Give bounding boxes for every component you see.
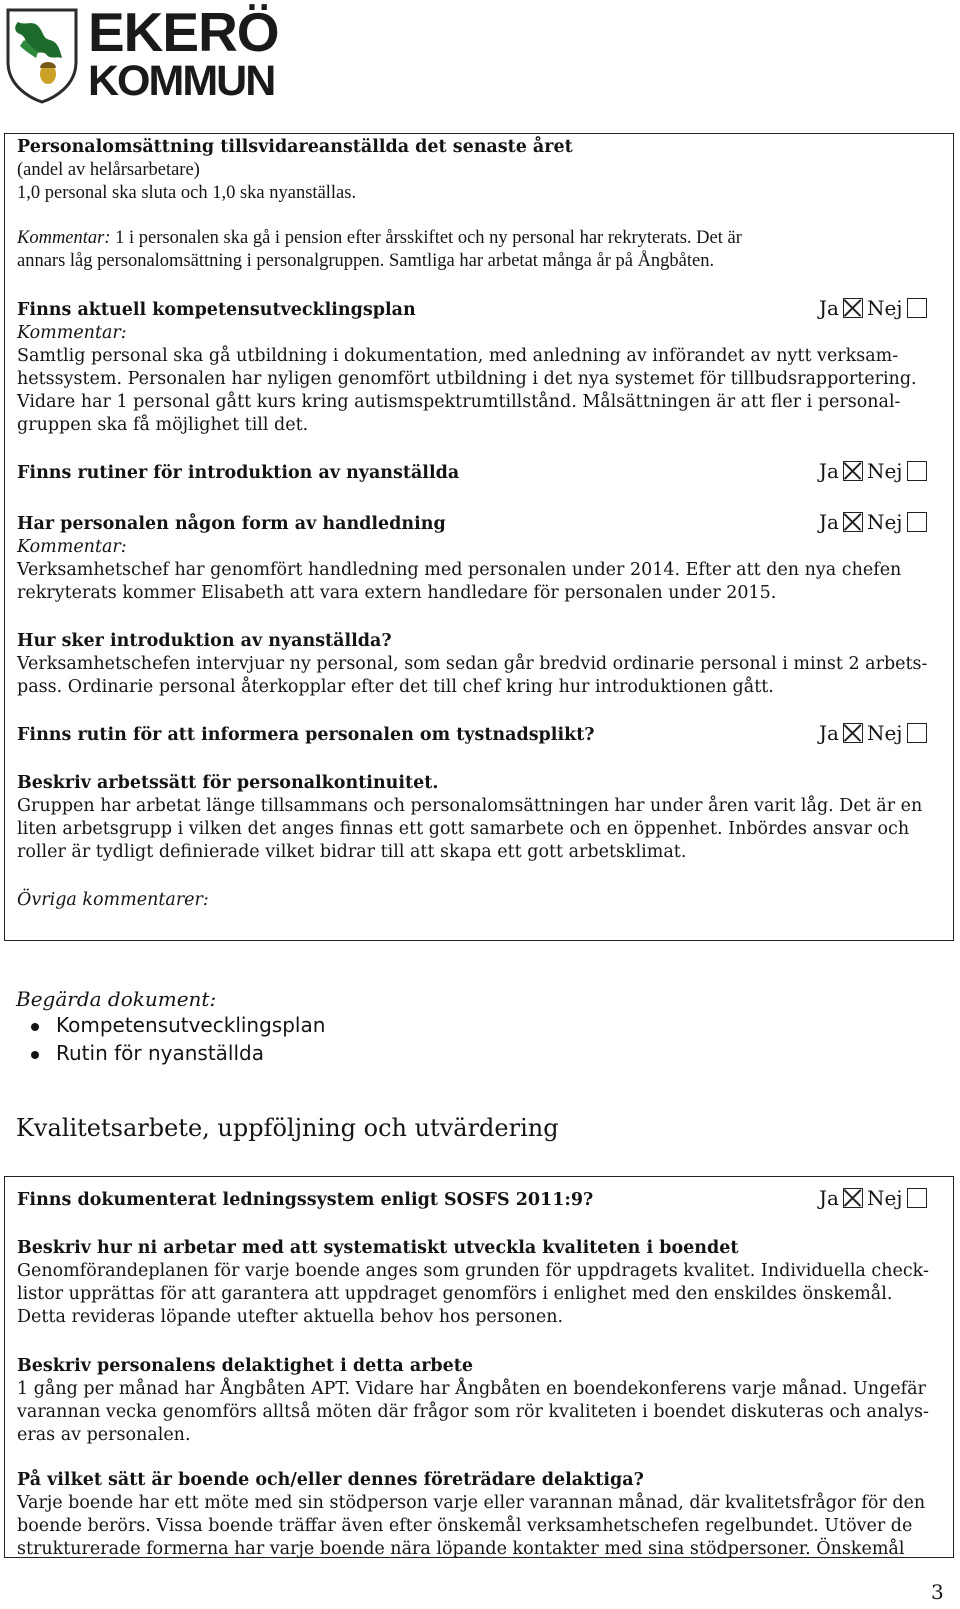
nej-label: Nej: [866, 510, 903, 534]
nej-checkbox[interactable]: [907, 723, 927, 743]
ja-label: Ja: [819, 459, 839, 483]
handledning-comment-label: Kommentar:: [17, 537, 127, 557]
ovriga-kommentarer-label: Övriga kommentarer:: [17, 890, 209, 910]
ja-label: Ja: [819, 510, 839, 534]
nej-label: Nej: [866, 1186, 903, 1210]
question-kompetens: Finns aktuell kompetensutvecklingsplan: [17, 300, 416, 320]
question-boende: På vilket sätt är boende och/eller dennes företrädare delaktiga?: [17, 1470, 644, 1490]
boende-answer-line: Varje boende har ett möte med sin stödperson varje eller varannan månad, där kvalitetsfrågor för den: [17, 1493, 926, 1513]
tystnadsplikt-answer: [819, 722, 931, 745]
handledning-answer: [819, 511, 931, 534]
list-item: [56, 1014, 325, 1037]
turnover-subtitle: (andel av helårsarbetare): [17, 160, 200, 180]
question-introduktion: Hur sker introduktion av nyanställda?: [17, 631, 392, 651]
nej-label: Nej: [866, 296, 903, 320]
ja-checkbox-checked[interactable]: [843, 723, 863, 743]
introduktion-answer-line: Verksamhetschefen intervjuar ny personal, som sedan går bredvid ordinarie personal i minst 2 arbets-: [17, 654, 928, 674]
ja-label: Ja: [819, 721, 839, 745]
page-number: 3: [931, 1580, 944, 1604]
kompetens-answer: [819, 297, 931, 320]
kvalitet-answer-line: Genomförandeplanen för varje boende anges som grunden för uppdragets kvalitet. Individuella check-: [17, 1261, 929, 1281]
boende-answer-line: boende berörs. Vissa boende träffar även efter önskemål verksamhetschefen regelbundet. Utöver de: [17, 1516, 913, 1536]
kontinuitet-answer-line: roller är tydligt definierade vilket bidrar till att skapa ett gott arbetsklimat.: [17, 842, 687, 862]
logo-line-2: KOMMUN: [88, 57, 275, 105]
kompetens-comment-line: Vidare har 1 personal gått kurs kring autismspektrumtillstånd. Målsättningen är att fler i personal-: [17, 392, 901, 412]
logo-line-1: EKERÖ: [88, 1, 279, 63]
question-handledning: Har personalen någon form av handledning: [17, 514, 446, 534]
kvalitet-answer-line: Detta revideras löpande utefter aktuella behov hos personen.: [17, 1307, 564, 1327]
nej-checkbox[interactable]: [907, 1188, 927, 1208]
ja-label: Ja: [819, 296, 839, 320]
nej-checkbox[interactable]: [907, 298, 927, 318]
kompetens-comment-line: Samtlig personal ska gå utbildning i dokumentation, med anledning av införandet av nytt verksam-: [17, 346, 899, 366]
boende-answer-line: strukturerade formerna har varje boende nära löpande kontakter med sina stödpersoner. Önskemål: [17, 1539, 905, 1559]
kompetens-comment-line: gruppen ska få möjlighet till det.: [17, 415, 309, 435]
turnover-title: Personalomsättning tillsvidareanställda det senaste året: [17, 137, 573, 157]
turnover-value: 1,0 personal ska sluta och 1,0 ska nyanställas.: [17, 183, 357, 203]
ledningssystem-answer: [819, 1187, 931, 1210]
introduktion-answer-line: pass. Ordinarie personal återkopplar efter det till chef kring hur introduktionen gått.: [17, 677, 774, 697]
list-item: [56, 1042, 264, 1065]
nej-checkbox[interactable]: [907, 461, 927, 481]
personal-section-box: [4, 133, 954, 941]
delaktighet-answer-line: eras av personalen.: [17, 1425, 191, 1445]
handledning-comment-line: Verksamhetschef har genomfört handledning med personalen under 2014. Efter att den nya chefen: [17, 560, 902, 580]
bullet-icon: [31, 1023, 39, 1031]
ja-checkbox-checked[interactable]: [843, 512, 863, 532]
ja-checkbox-checked[interactable]: [843, 461, 863, 481]
ja-checkbox-checked[interactable]: [843, 298, 863, 318]
kompetens-comment-label: Kommentar:: [17, 323, 127, 343]
turnover-comment-text: 1 i personalen ska gå i pension efter årsskiftet och ny personal har rekryterats. Det är: [110, 228, 742, 248]
comment-label: Kommentar:: [17, 228, 111, 248]
question-tystnadsplikt: Finns rutin för att informera personalen om tystnadsplikt?: [17, 725, 595, 745]
question-ledningssystem: Finns dokumenterat ledningssystem enligt SOSFS 2011:9?: [17, 1190, 594, 1210]
kontinuitet-answer-line: Gruppen har arbetat länge tillsammans och personalomsättningen har under åren varit låg. Det är en: [17, 796, 923, 816]
kontinuitet-answer-line: liten arbetsgrupp i vilken det anges finnas ett gott samarbete och en öppenhet. Inbördes ansvar och: [17, 819, 910, 839]
handledning-comment-line: rekryterats kommer Elisabeth att vara extern handledare för personalen under 2015.: [17, 583, 777, 603]
bullet-icon: [31, 1051, 39, 1059]
ja-checkbox-checked[interactable]: [843, 1188, 863, 1208]
nej-label: Nej: [866, 721, 903, 745]
ja-label: Ja: [819, 1186, 839, 1210]
question-kontinuitet: Beskriv arbetssätt för personalkontinuitet.: [17, 773, 439, 793]
turnover-comment-line-1: [17, 227, 742, 250]
list-item-text: Rutin för nyanställda: [56, 1041, 264, 1065]
rutiner-answer: [819, 460, 931, 483]
nej-checkbox[interactable]: [907, 512, 927, 532]
kvalitet-section-box: [4, 1176, 954, 1558]
question-delaktighet: Beskriv personalens delaktighet i detta arbete: [17, 1356, 473, 1376]
question-kvalitet: Beskriv hur ni arbetar med att systematiskt utveckla kvaliteten i boendet: [17, 1238, 739, 1258]
oak-leaf-crest-icon: [2, 4, 82, 104]
question-rutiner: Finns rutiner för introduktion av nyanställda: [17, 463, 460, 483]
ekero-kommun-logo: [0, 0, 280, 108]
section-heading: Kvalitetsarbete, uppföljning och utvärdering: [16, 1114, 559, 1142]
list-item-text: Kompetensutvecklingsplan: [56, 1013, 326, 1037]
kvalitet-answer-line: listor upprättas för att garantera att uppdraget genomförs i enlighet med den enskildes önskemål.: [17, 1284, 893, 1304]
delaktighet-answer-line: 1 gång per månad har Ångbåten APT. Vidare har Ångbåten en boendekonferens varje månad. Ungefär: [17, 1379, 926, 1399]
nej-label: Nej: [866, 459, 903, 483]
delaktighet-answer-line: varannan vecka genomförs alltså möten där frågor som rör kvaliteten i boendet diskuteras och analys-: [17, 1402, 929, 1422]
requested-documents-label: Begärda dokument:: [16, 987, 217, 1011]
turnover-comment-line-2: annars låg personalomsättning i personalgruppen. Samtliga har arbetat många år på Ångbåten.: [17, 251, 715, 271]
kompetens-comment-line: hetssystem. Personalen har nyligen genomfört utbildning i det nya systemet för tillbudsrapportering.: [17, 369, 917, 389]
